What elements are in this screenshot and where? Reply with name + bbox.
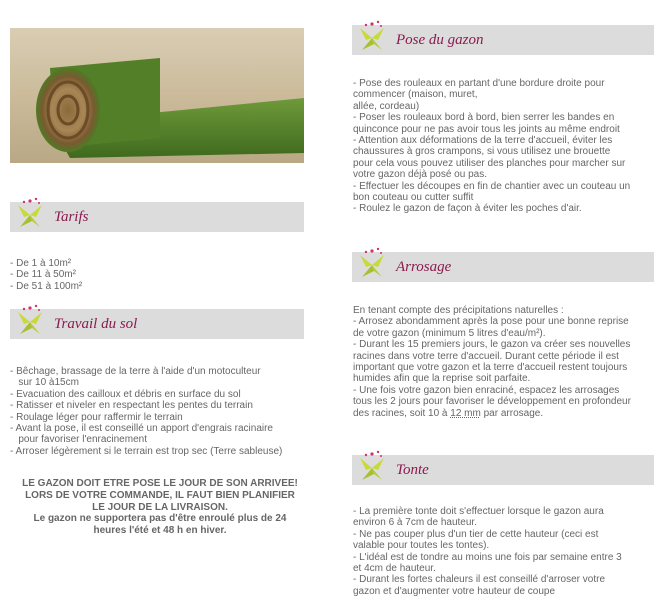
- flower-icon: [352, 243, 392, 283]
- list-item: - Attention aux déformations de la terre d'accueil, éviter les: [353, 135, 613, 147]
- list-item: - Durant les fortes chaleurs il est conseillé d'arroser votre: [353, 574, 606, 586]
- list-item: chaussures à gros crampons, si vous utilisez une brouette: [353, 146, 611, 158]
- flower-icon: [10, 193, 50, 233]
- warning-line: heures l'été et 48 h en hiver.: [93, 525, 227, 537]
- list-item: gazon et d'augmenter votre hauteur de coupe: [353, 585, 556, 597]
- list-item: humides afin que la reprise soit parfaite.: [353, 373, 531, 385]
- list-item: - Ne pas couper plus d'un tier de cette hauteur (ceci est: [353, 528, 599, 540]
- list-item: pour favoriser l'enracinement: [10, 434, 147, 446]
- flower-icon: [352, 446, 392, 486]
- pose-header: [352, 25, 654, 55]
- list-item: environ 6 à 7cm de hauteur.: [353, 517, 477, 529]
- list-item: racines dans votre terre d'accueil. Durant cette période il est: [353, 350, 619, 362]
- tonte-header: [352, 455, 654, 485]
- unit-link[interactable]: 12 mm: [450, 407, 481, 419]
- list-item: commencer (maison, muret,: [353, 89, 478, 101]
- list-item: tous les 2 jours pour favoriser le développement en profondeur: [353, 396, 631, 408]
- delivery-warning: [10, 478, 310, 537]
- list-item: - De 11 à 50m²: [10, 269, 76, 281]
- list-item: - Avant la pose, il est conseillé un apport d'engrais racinaire: [10, 423, 273, 435]
- list-item: - Arroser légèrement si le terrain est trop sec (Terre sableuse): [10, 445, 283, 457]
- arrosage-list: [353, 305, 657, 419]
- list-item: - L'idéal est de tondre au moins une fois par semaine entre 3: [353, 551, 622, 563]
- grass-roll-image: [10, 28, 304, 163]
- list-item: allée, cordeau): [353, 100, 420, 112]
- list-item: - Roulage léger pour raffermir le terrain: [10, 411, 183, 423]
- list-item: valable pour toutes les tontes).: [353, 540, 490, 552]
- warning-line: Le gazon ne supportera pas d'être enroulé plus de 24: [33, 513, 287, 525]
- flower-icon: [352, 16, 392, 56]
- list-item: pour cela vous pouvez utiliser des planches pour marcher sur: [353, 157, 626, 169]
- list-item: sur 10 à15cm: [10, 377, 79, 389]
- list-item: votre gazon déjà posé ou pas.: [353, 169, 487, 181]
- list-item: - Durant les 15 premiers jours, le gazon va créer ses nouvelles: [353, 339, 631, 351]
- travail-header: [10, 309, 304, 339]
- list-item: - Une fois votre gazon bien enraciné, espacez les arrosages: [353, 384, 620, 396]
- list-item: - Ratisser et niveler en respectant les pentes du terrain: [10, 400, 253, 412]
- warning-line: LORS DE VOTRE COMMANDE, IL FAUT BIEN PLANIFIER: [25, 489, 295, 501]
- travail-list: [10, 366, 310, 457]
- tonte-list: [353, 506, 655, 597]
- list-item: bon couteau ou cutter suffit: [353, 192, 474, 204]
- list-item: - La première tonte doit s'effectuer lorsque le gazon aura: [353, 506, 604, 517]
- list-item: - De 51 à 100m²: [10, 280, 83, 292]
- arrosage-title: Arrosage: [396, 258, 452, 275]
- list-item: quinconce pour ne pas avoir tous les joints au même endroit: [353, 123, 620, 135]
- list-item: important que votre gazon et la terre d'accueil restent toujours: [353, 362, 628, 374]
- tarifs-header: [10, 202, 304, 232]
- list-item: et 4cm de hauteur.: [353, 563, 436, 575]
- list-item: - Evacuation des cailloux et débris en surface du sol: [10, 388, 241, 400]
- warning-line: LE GAZON DOIT ETRE POSE LE JOUR DE SON ARRIVEE!: [22, 478, 298, 489]
- list-item: - Pose des rouleaux en partant d'une bordure droite pour: [353, 78, 605, 89]
- list-item: de votre gazon (minimum 5 litres d'eau/m²).: [353, 327, 546, 339]
- list-item: - Effectuer les découpes en fin de chantier avec un couteau un: [353, 180, 631, 192]
- tonte-title: Tonte: [396, 461, 429, 478]
- list-item: En tenant compte des précipitations naturelles :: [353, 305, 564, 316]
- list-item: - De 1 à 10m²: [10, 258, 72, 269]
- arrosage-header: [352, 252, 654, 282]
- pose-list: [353, 78, 657, 215]
- pose-title: Pose du gazon: [396, 31, 484, 48]
- list-item: - Bêchage, brassage de la terre à l'aide d'un motoculteur: [10, 366, 261, 377]
- list-item: [353, 408, 657, 419]
- flower-icon: [10, 300, 50, 340]
- list-item: - Poser les rouleaux bord à bord, bien serrer les bandes en: [353, 112, 615, 124]
- tarifs-title: Tarifs: [54, 208, 89, 225]
- warning-line: LE JOUR DE LA LIVRAISON.: [92, 501, 228, 513]
- tarifs-list: [10, 258, 305, 292]
- list-item: - Arrosez abondamment après la pose pour une bonne reprise: [353, 316, 629, 328]
- list-item-tail: par arrosage.: [480, 407, 544, 419]
- list-item-text: des racines, soit 10 à: [353, 407, 451, 419]
- travail-title: Travail du sol: [54, 315, 138, 332]
- list-item: - Roulez le gazon de façon à éviter les poches d'air.: [353, 203, 582, 215]
